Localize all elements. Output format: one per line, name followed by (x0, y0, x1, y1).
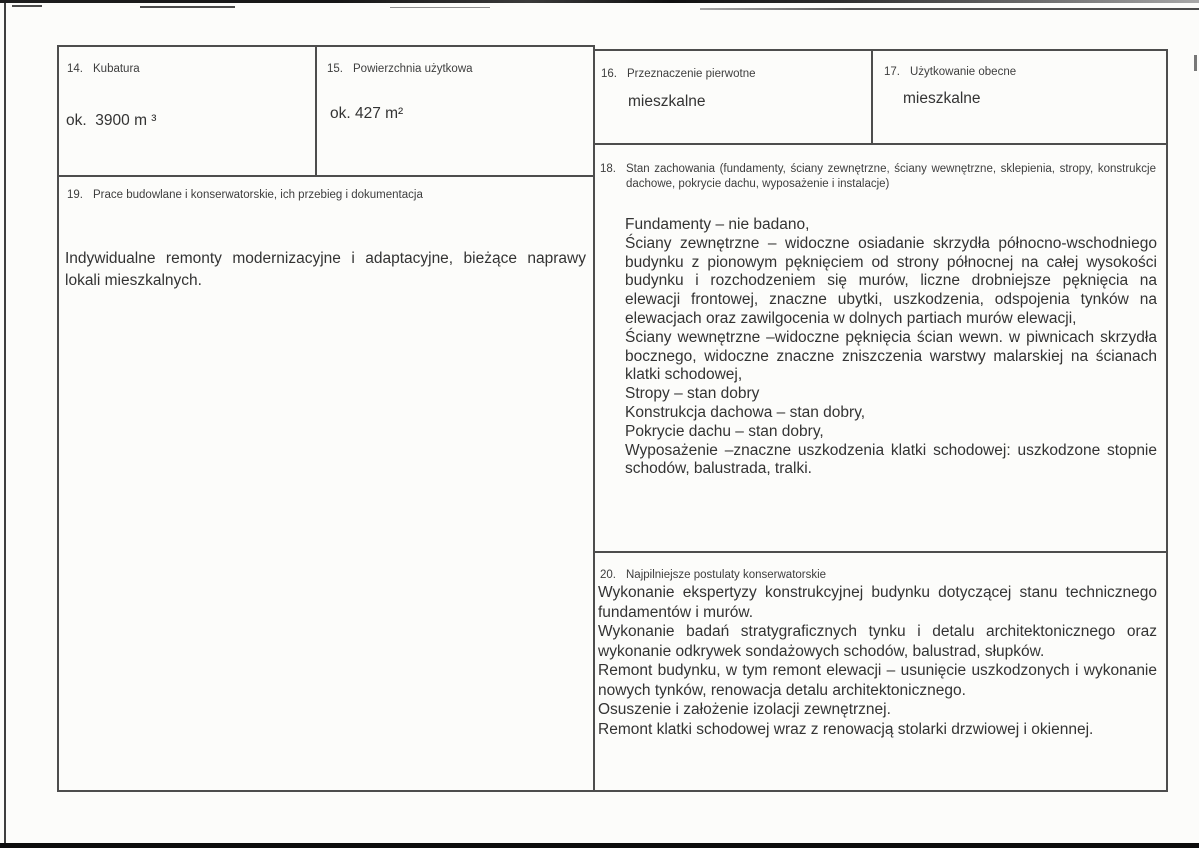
paragraph: Wykonanie ekspertyzy konstrukcyjnej budynku dotyczącej stanu technicznego fundamentów i murów. (598, 584, 1157, 621)
scan-artifact-left-edge (4, 3, 6, 843)
field-17-value: mieszkalne (903, 90, 981, 107)
field-14-kubatura (59, 47, 317, 177)
field-15-number: 15. (327, 63, 343, 75)
field-14-header (67, 62, 305, 77)
field-15-value: ok. 427 m² (330, 105, 404, 122)
field-16-header (601, 67, 861, 82)
field-15-powierzchnia-uzytkowa (317, 47, 593, 177)
field-18-header (600, 162, 1156, 191)
paragraph: Stropy – stan dobry (625, 385, 760, 403)
paragraph: Ściany zewnętrzne – widoczne osiadanie skrzydła północno-wschodniego budynku z pionowym pęknięciem od strony północnej na całej wysokości budynku i rozchodzeniem się murów, liczne drobniejsze pęknięcia na elewacji frontowej, znaczne ubytki, uszkodzenia, odspojenia tynków na elewacjach oraz zawilgocenia w dolnych partiach murów elewacji, (625, 234, 1157, 327)
field-17-label: Użytkowanie obecne (910, 66, 1017, 78)
field-18-label: Stan zachowania (fundamenty, ściany zewnętrzne, ściany wewnętrzne, sklepienia, stropy, konstrukcje dachowe, pokrycie dachu, wyposażenie i instalacje) (626, 163, 1156, 190)
paragraph: Fundamenty – nie badano, (625, 216, 810, 233)
field-19-label: Prace budowlane i konserwatorskie, ich przebieg i dokumentacja (93, 189, 423, 201)
field-15-header (327, 62, 583, 77)
field-14-label: Kubatura (93, 63, 140, 75)
form-table-left (57, 45, 595, 792)
field-19-value (65, 248, 586, 292)
paragraph: Osuszenie i założenie izolacji zewnętrznej. (598, 701, 891, 718)
paragraph: Ściany wewnętrzne –widoczne pęknięcia ścian wewn. w piwnicach skrzydła bocznego, widoczne znaczne zniszczenia warstwy malarskiej na ścianach klatki schodowej, (625, 328, 1157, 384)
paragraph: Konstrukcja dachowa – stan dobry, (625, 403, 866, 421)
field-16-przeznaczenie-pierwotne (593, 51, 873, 145)
paragraph: Wyposażenie –znaczne uszkodzenia klatki schodowej: uszkodzone stopnie schodów, balustrada, tralki. (625, 441, 1157, 478)
paragraph: Remont klatki schodowej wraz z renowacją stolarki drzwiowej i okiennej. (598, 720, 1094, 738)
field-17-header (884, 65, 1156, 80)
scan-artifact-bottom-edge (0, 843, 1199, 848)
field-14-value: ok. 3900 m ³ (66, 112, 157, 129)
field-18-number: 18. (600, 163, 616, 175)
field-20-postulaty-konserwatorskie (593, 553, 1166, 790)
field-15-label: Powierzchnia użytkowa (353, 63, 473, 75)
field-20-header (600, 568, 1156, 583)
scan-artifact-right-tick (1194, 55, 1197, 71)
scan-artifact-dash (12, 5, 42, 7)
field-20-value (598, 583, 1157, 739)
paragraph: Wykonanie badań stratygraficznych tynku i detalu architektonicznego oraz wykonanie odkrywek sondażowych schodów, balustrad, słupków. (598, 623, 1157, 660)
field-19-prace-budowlane (59, 177, 593, 790)
field-16-value: mieszkalne (628, 93, 706, 110)
field-16-label: Przeznaczenie pierwotne (627, 68, 756, 80)
field-17-uzytkowanie-obecne (873, 51, 1166, 145)
paragraph: Remont budynku, w tym remont elewacji – usunięcie uszkodzonych i wykonanie nowych tynków, renowacja detalu architektonicznego. (598, 662, 1157, 699)
scan-artifact-dash (140, 6, 235, 8)
field-18-value (625, 216, 1157, 479)
scan-artifact-top-edge (0, 0, 1199, 3)
field-20-label: Najpilniejsze postulaty konserwatorskie (626, 569, 827, 581)
field-17-number: 17. (884, 66, 900, 78)
paragraph: Pokrycie dachu – stan dobry, (625, 422, 824, 440)
field-19-number: 19. (67, 189, 83, 201)
field-20-number: 20. (600, 569, 616, 581)
scan-artifact-dash (700, 8, 1199, 10)
field-14-number: 14. (67, 63, 83, 75)
form-table-right (593, 49, 1168, 792)
field-18-stan-zachowania (593, 145, 1166, 553)
field-16-number: 16. (601, 68, 617, 80)
field-19-header (67, 188, 583, 203)
paragraph: Indywidualne remonty modernizacyjne i adaptacyjne, bieżące naprawy lokali mieszkalnych. (65, 250, 586, 289)
scan-artifact-dash (390, 7, 490, 8)
